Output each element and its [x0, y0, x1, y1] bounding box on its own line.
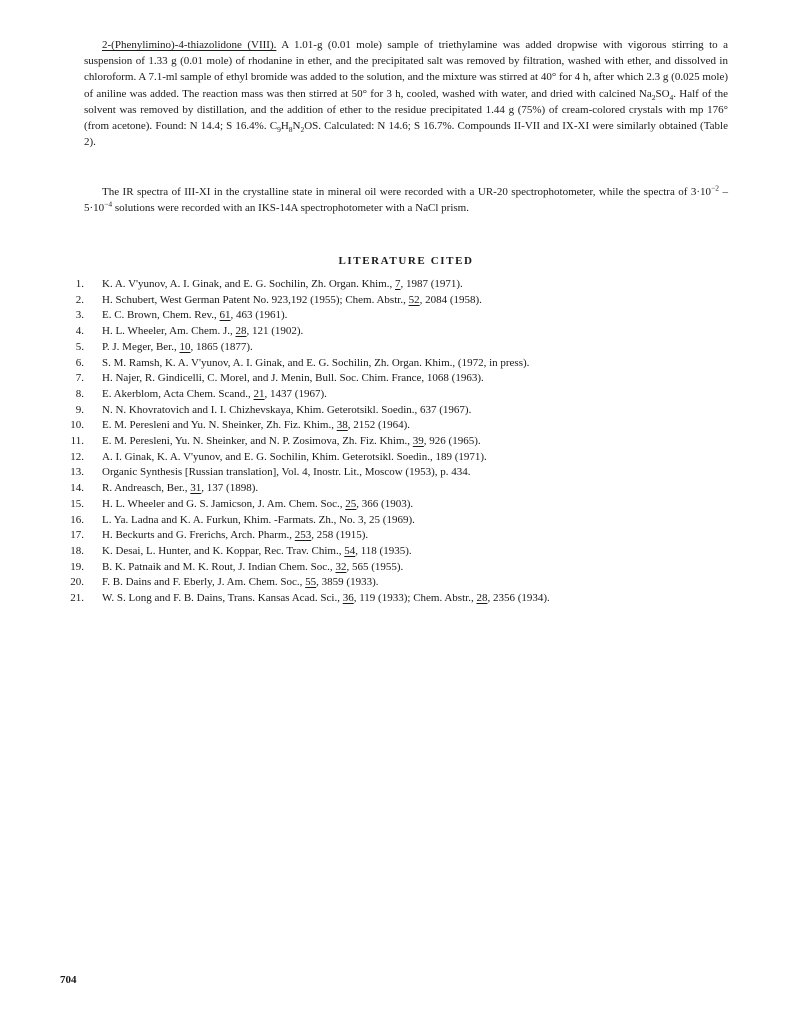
- page-number: 704: [60, 974, 77, 986]
- reference-item: [60, 277, 740, 293]
- reference-number: 13.: [70, 466, 84, 479]
- reference-number: 14.: [70, 482, 84, 495]
- reference-segment: E. M. Peresleni and Yu. N. Sheinker, Zh. Fiz. Khim.,: [102, 419, 337, 432]
- text-segment: OS. Calculated: N 14.6; S 16.7%. Compounds II-VII and IX-XI were similarly obtained (Table 2).: [84, 120, 728, 149]
- reference-item: [60, 528, 740, 544]
- reference-item: [60, 450, 740, 466]
- reference-number: 2.: [75, 293, 84, 306]
- reference-segment: , 1865 (1877).: [190, 340, 253, 353]
- literature-heading: LITERATURE CITED: [338, 255, 474, 267]
- reference-segment: , 565 (1955).: [346, 560, 404, 573]
- reference-text: [84, 575, 379, 591]
- experimental-paragraph: [84, 37, 728, 150]
- reference-number: 18.: [70, 544, 84, 557]
- volume-number: 54: [344, 544, 356, 557]
- text-segment: A 1.01-g (0.01 mole) sample of triethylamine was added dropwise with vigorous stirring to a suspension of 1.33 g (0.01 mole) of rhodanine in ether, and the precipitated salt was removed by filtration, washed with ether, and dissolved in chloroform. A 7.1-ml sample of ethyl bromide was added to the solution, and the mixture was stirred at 40° for 4 h, after which 2.3 g (0.025 mole) of aniline was added. The reaction mass was then stirred at 50° for 3 h, cooled, washed with water, and dried with calcined Na: [84, 39, 728, 100]
- volume-number: 253: [294, 529, 312, 542]
- reference-text: [84, 560, 403, 576]
- reference-segment: N. N. Khovratovich and I. I. Chizhevskaya, Khim. Geterotsikl. Soedin., 637 (1967).: [102, 403, 472, 416]
- reference-number: 11.: [70, 435, 84, 448]
- reference-item: [60, 418, 740, 434]
- reference-text: [84, 591, 550, 607]
- reference-number: 19.: [70, 560, 84, 573]
- reference-segment: H. L. Wheeler and G. S. Jamicson, J. Am. Chem. Soc.,: [102, 497, 346, 510]
- reference-text: [84, 403, 471, 419]
- reference-item: [60, 308, 740, 324]
- reference-segment: K. Desai, L. Hunter, and K. Koppar, Rec. Trav. Chim.,: [102, 544, 345, 557]
- reference-text: [84, 418, 410, 434]
- superscript: −2: [711, 183, 720, 193]
- reference-item: [60, 591, 740, 607]
- reference-number: 17.: [70, 529, 84, 542]
- reference-segment: , 463 (1961).: [230, 309, 288, 322]
- volume-number: 25: [345, 497, 357, 510]
- reference-number: 16.: [70, 513, 84, 526]
- reference-item: [60, 324, 740, 340]
- volume-number: 7: [394, 278, 401, 290]
- reference-number: 21.: [70, 592, 84, 605]
- reference-text: [84, 434, 481, 450]
- reference-segment: , 1987 (1971).: [400, 278, 463, 290]
- reference-item: [60, 387, 740, 403]
- reference-item: [60, 356, 740, 372]
- reference-segment: E. M. Peresleni, Yu. N. Sheinker, and N. P. Zosimova, Zh. Fiz. Khim.,: [102, 435, 413, 448]
- reference-text: [84, 356, 529, 372]
- reference-segment: H. Najer, R. Gindicelli, C. Morel, and J. Menin, Bull. Soc. Chim. France, 1068 (1963).: [102, 372, 484, 385]
- text-segment: The IR spectra of III-XI in the crystalline state in mineral oil were recorded with a UR-20 spectrophotometer, while the spectra of 3·10: [102, 186, 712, 198]
- reference-text: [84, 465, 470, 481]
- reference-text: [84, 324, 303, 340]
- reference-segment: , 366 (1903).: [356, 497, 414, 510]
- reference-item: [60, 513, 740, 529]
- reference-segment: H. Beckurts and G. Frerichs, Arch. Pharm.,: [102, 529, 295, 542]
- reference-segment: B. K. Patnaik and M. K. Rout, J. Indian Chem. Soc.,: [102, 560, 336, 573]
- reference-segment: , 119 (1933); Chem. Abstr.,: [353, 592, 477, 605]
- reference-number: 7.: [75, 372, 84, 385]
- text-segment: N: [292, 120, 301, 133]
- reference-segment: S. M. Ramsh, K. A. V'yunov, A. I. Ginak, and E. G. Sochilin, Zh. Organ. Khim., (1972, in press).: [102, 356, 530, 369]
- reference-item: [60, 544, 740, 560]
- reference-segment: F. B. Dains and F. Eberly, J. Am. Chem. Soc.,: [102, 576, 306, 589]
- text-segment: solutions were recorded with an IKS-14A spectrophotometer with a NaCl prism.: [112, 202, 469, 215]
- reference-text: [84, 371, 484, 387]
- volume-number: 61: [219, 309, 231, 322]
- superscript: −4: [104, 199, 113, 209]
- reference-segment: E. C. Brown, Chem. Rev.,: [102, 309, 220, 322]
- reference-number: 8.: [75, 387, 84, 400]
- volume-number: 36: [342, 592, 354, 605]
- reference-segment: , 258 (1915).: [311, 529, 369, 542]
- reference-list: [60, 277, 740, 607]
- reference-number: 1.: [75, 278, 84, 290]
- reference-segment: , 926 (1965).: [423, 435, 481, 448]
- volume-number: 39: [412, 435, 424, 448]
- reference-number: 10.: [70, 419, 84, 432]
- reference-number: 5.: [75, 340, 84, 353]
- reference-item: [60, 340, 740, 356]
- volume-number: 55: [305, 576, 317, 589]
- reference-segment: , 118 (1935).: [355, 544, 412, 557]
- volume-number: 52: [408, 293, 420, 306]
- reference-segment: , 2152 (1964).: [347, 419, 411, 432]
- reference-text: [84, 481, 258, 497]
- subscript: 8: [288, 125, 293, 135]
- reference-text: [84, 513, 415, 529]
- volume-number: 31: [190, 482, 202, 495]
- reference-item: [60, 293, 740, 309]
- reference-number: 20.: [70, 576, 84, 589]
- reference-item: [60, 560, 740, 576]
- text-segment: SO: [655, 87, 670, 100]
- reference-text: [84, 277, 463, 293]
- reference-number: 9.: [75, 403, 84, 416]
- reference-segment: H. L. Wheeler, Am. Chem. J.,: [102, 325, 236, 338]
- volume-number: 10: [179, 340, 191, 353]
- reference-item: [60, 575, 740, 591]
- reference-text: [84, 450, 487, 466]
- subscript: 2: [651, 92, 656, 102]
- reference-text: [84, 528, 368, 544]
- text-segment: –5·10: [84, 186, 728, 215]
- reference-segment: , 137 (1898).: [201, 482, 259, 495]
- text-segment: H: [280, 120, 289, 133]
- reference-item: [60, 497, 740, 513]
- volume-number: 32: [335, 560, 347, 573]
- reference-segment: R. Andreasch, Ber.,: [102, 482, 191, 495]
- reference-item: [60, 465, 740, 481]
- reference-text: [84, 293, 482, 309]
- reference-text: [84, 308, 287, 324]
- volume-number: 28: [476, 592, 488, 605]
- subscript: 9: [277, 125, 281, 135]
- reference-segment: K. A. V'yunov, A. I. Ginak, and E. G. Sochilin, Zh. Organ. Khim.,: [102, 278, 395, 290]
- reference-text: [84, 340, 253, 356]
- reference-segment: P. J. Meger, Ber.,: [102, 340, 180, 353]
- reference-item: [60, 481, 740, 497]
- reference-item: [60, 371, 740, 387]
- reference-segment: , 3859 (1933).: [316, 576, 379, 589]
- reference-item: [60, 434, 740, 450]
- text-segment: . Half of the solvent was removed by distillation, and the addition of ether to the residue precipitated 1.44 g (75%) of cream-colored crystals with mp 176° (from acetone). Found: N 14.4; S 16.4%. C: [84, 87, 728, 133]
- subscript: 2: [300, 125, 305, 135]
- volume-number: 28: [235, 325, 247, 338]
- reference-segment: Organic Synthesis [Russian translation], Vol. 4, Inostr. Lit., Moscow (1953), p. 434.: [102, 466, 471, 479]
- ir-spectra-paragraph: [84, 184, 728, 216]
- reference-segment: , 2356 (1934).: [487, 592, 550, 605]
- compound-title: 2-(Phenylimino)-4-thiazolidone (VIII).: [102, 39, 277, 51]
- reference-segment: L. Ya. Ladna and K. A. Furkun, Khim. -Farmats. Zh., No. 3, 25 (1969).: [102, 513, 415, 526]
- reference-number: 6.: [75, 356, 84, 369]
- reference-segment: , 2084 (1958).: [419, 293, 482, 306]
- reference-segment: H. Schubert, West German Patent No. 923,192 (1955); Chem. Abstr.,: [102, 293, 409, 306]
- reference-number: 15.: [70, 497, 84, 510]
- reference-item: [60, 403, 740, 419]
- reference-segment: , 1437 (1967).: [264, 387, 327, 400]
- reference-text: [84, 544, 412, 560]
- reference-segment: , 121 (1902).: [246, 325, 304, 338]
- reference-text: [84, 387, 327, 403]
- reference-segment: W. S. Long and F. B. Dains, Trans. Kansas Acad. Sci.,: [102, 592, 343, 605]
- reference-text: [84, 497, 413, 513]
- reference-number: 4.: [75, 325, 84, 338]
- reference-segment: E. Akerblom, Acta Chem. Scand.,: [102, 387, 254, 400]
- subscript: 4: [669, 92, 674, 102]
- reference-number: 12.: [70, 450, 84, 463]
- reference-segment: A. I. Ginak, K. A. V'yunov, and E. G. Sochilin, Khim. Geterotsikl. Soedin., 189 (1971).: [102, 450, 487, 463]
- reference-number: 3.: [75, 309, 84, 322]
- volume-number: 21: [253, 387, 265, 400]
- volume-number: 38: [336, 419, 348, 432]
